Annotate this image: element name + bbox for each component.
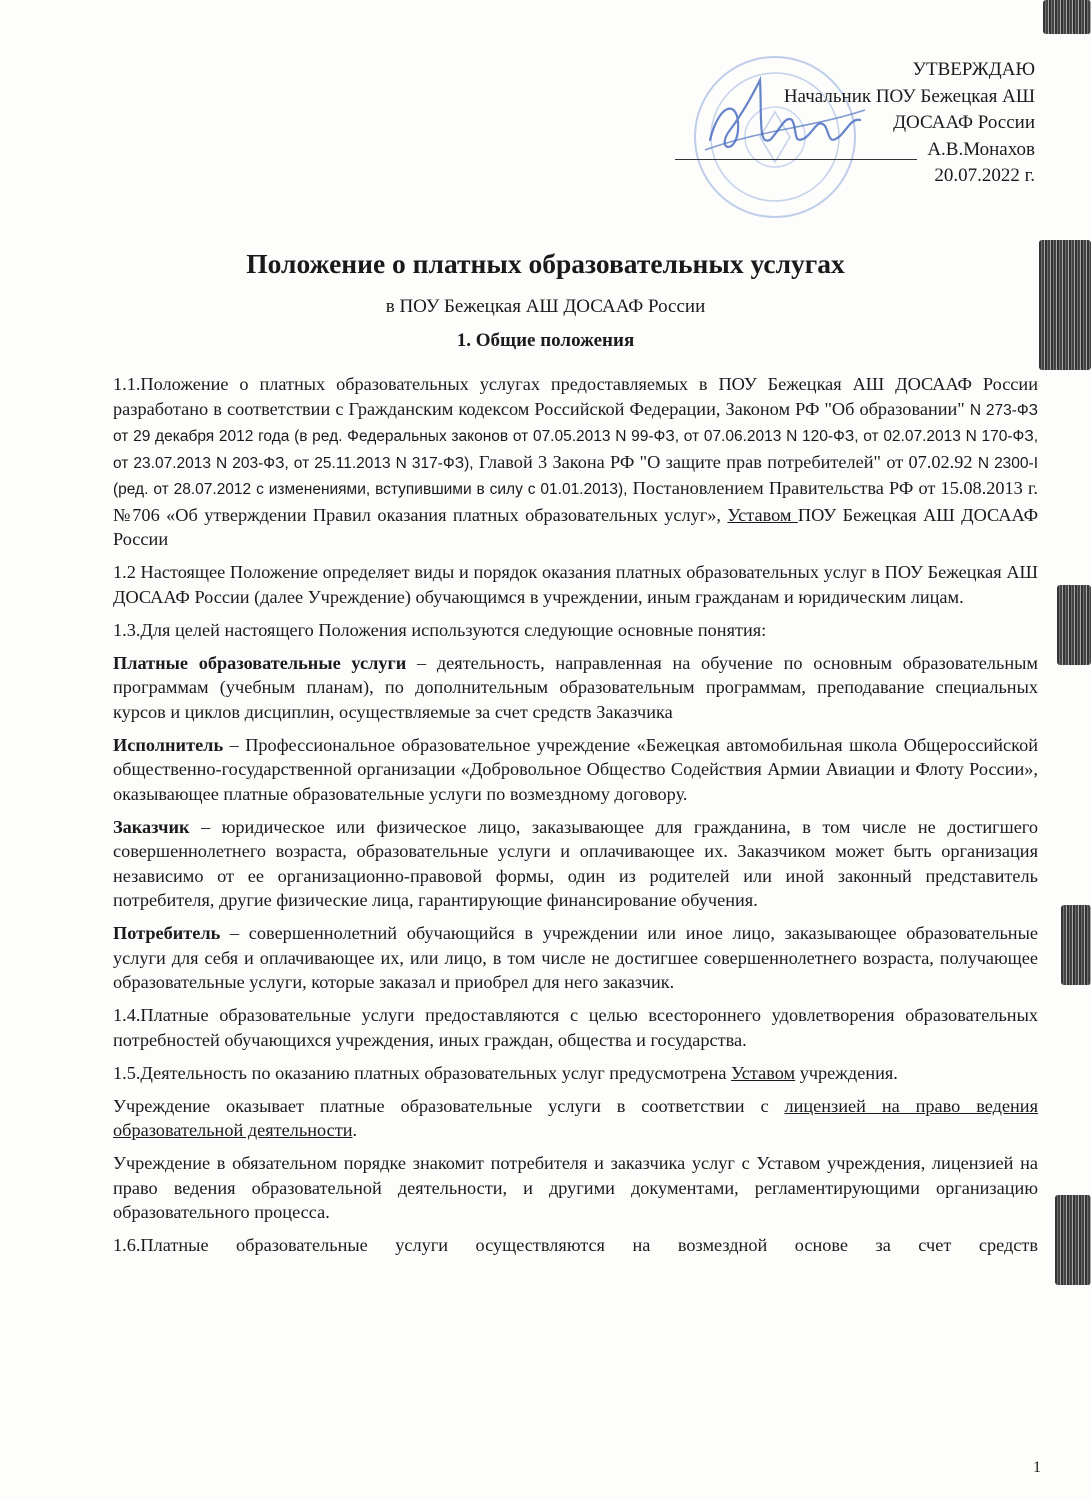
signature-line (675, 159, 917, 160)
paragraph-text: N 2300-I (ред. от 28.07.2012 с изменениями, вступившими в силу с 01.01.2013), (113, 454, 1039, 498)
scan-edge-mark (1057, 585, 1091, 665)
definition-customer (113, 815, 1038, 913)
definition-text: – Профессиональное образовательное учреждение «Бежецкая автомобильная школа Общероссийской общественно-государственной организации «Добровольное Общество Содействия Армии Авиации и Флоту России», оказывающее платные образовательные услуги по возмездному договору. (113, 734, 1038, 804)
scan-edge-mark (1043, 0, 1091, 34)
paragraph-1-1 (113, 372, 1038, 552)
approver-name: А.В.Монахов (927, 138, 1035, 160)
paragraph-text: 1.1.Положение о платных образовательных услугах предоставляемых в ПОУ Бежецкая АШ ДОСААФ России разработано в соответствии с Гражданским кодексом Российской Федерации, Законом РФ "Об образовании" (113, 374, 1038, 419)
paragraph-text: . (352, 1120, 358, 1140)
paragraph-text: Главой 3 Закона РФ "О защите прав потребителей" от 07.02.92 (473, 451, 978, 472)
paragraph-1-2: 1.2 Настоящее Положение определяет виды и порядок оказания платных образовательных услуг в ПОУ Бежецкая АШ ДОСААФ России (далее Учреждение) обучающимся в учреждении, иным гражданам и юридическим лицам. (113, 562, 1038, 607)
definition-text: – деятельность, направленная на обучение по основным образовательным программам (учебным планам), по дополнительным образовательным программам, преподавание специальных курсов и циклов дисциплин, осуществляемые за счет средств Заказчика (113, 652, 1038, 722)
document-subtitle: в ПОУ Бежецкая АШ ДОСААФ России (385, 296, 706, 317)
paragraph-1-5-license (113, 1094, 1038, 1143)
document-body (113, 372, 1038, 1266)
charter-link[interactable]: Уставом (727, 504, 798, 525)
paragraph-text: учреждения. (795, 1062, 898, 1083)
approval-block (675, 57, 1035, 190)
approval-organization: ДОСААФ России (893, 112, 1035, 133)
document-title: Положение о платных образовательных услугах (246, 248, 845, 279)
page-number: 1 (1033, 1459, 1041, 1476)
section-heading: 1. Общие положения (456, 330, 635, 351)
approval-position: Начальник ПОУ Бежецкая АШ (783, 85, 1035, 107)
scan-edge-mark (1055, 1195, 1091, 1285)
definition-text: – совершеннолетний обучающийся в учреждении или иное лицо, заказывающее образовательные услуги для себя и оплачивающее их, или лицо, в том числе не достигшее совершеннолетнего возраста, получающее образовательные услуги, которые заказал и приобрел для него заказчик. (113, 923, 1038, 992)
paragraph-text: 1.5.Деятельность по оказанию платных образовательных услуг предусмотрена (113, 1062, 732, 1083)
definition-term: Потребитель (113, 923, 221, 943)
paragraph-1-3: 1.3.Для целей настоящего Положения используются следующие основные понятия: (113, 619, 767, 640)
paragraph-text: N 273-ФЗ от 29 декабря 2012 года (в ред. Федеральных законов от 07.05.2013 N 99-ФЗ, от 07.06.2013 N 120-ФЗ, от 02.07.2013 N 170-ФЗ, от 23.07.2013 N 203-ФЗ, от 25.11.2013 N 317-ФЗ), (113, 401, 1038, 472)
definition-paid-services (113, 651, 1038, 725)
paragraph-1-4: 1.4.Платные образовательные услуги предоставляются с целью всестороннего удовлетворения образовательных потребностей обучающихся учреждения, иных граждан, общества и государства. (113, 1005, 1038, 1050)
definition-text: – юридическое или физическое лицо, заказывающее для гражданина, в том числе не достигшего совершеннолетнего возраста, образовательные услуги и оплачивающее их. Заказчиком может быть организация независимо от ее организационно-правовой формы, один из родителей или иной законный представитель потребителя, другие физические лица, гарантирующие финансирование обучения. (113, 816, 1038, 910)
paragraph-text: Постановлением Правительства РФ от 15.08.2013 г. №706 «Об утверждении Правил оказания платных образовательных услуг», (113, 478, 1038, 525)
definition-term: Заказчик (113, 816, 190, 837)
approval-signature-row (675, 137, 1035, 164)
approval-date: 20.07.2022 г. (934, 165, 1035, 186)
paragraph-1-5 (113, 1061, 1038, 1086)
scan-edge-mark (1061, 905, 1091, 985)
definition-term: Исполнитель (113, 734, 224, 755)
paragraph-1-6: 1.6.Платные образовательные услуги осуществляются на возмездной основе за счет средств (113, 1235, 1038, 1255)
definition-term: Платные образовательные услуги (113, 652, 407, 673)
paragraph-1-5-familiarize: Учреждение в обязательном порядке знакомит потребителя и заказчика услуг с Уставом учреждения, лицензией на право ведения образовательной деятельности, и другими документами, регламентирующими организацию образовательного процесса. (113, 1153, 1038, 1222)
definition-executor (113, 733, 1038, 807)
charter-link[interactable]: Уставом (731, 1062, 796, 1083)
approval-heading: УТВЕРЖДАЮ (912, 59, 1035, 80)
paragraph-text: Учреждение оказывает платные образовательные услуги в соответствии с (113, 1095, 785, 1116)
definition-consumer (113, 921, 1038, 995)
license-link[interactable]: лицензией на право ведения образовательной деятельности (113, 1095, 1038, 1140)
paragraph-text: ПОУ Бежецкая АШ ДОСААФ России (113, 504, 1039, 549)
